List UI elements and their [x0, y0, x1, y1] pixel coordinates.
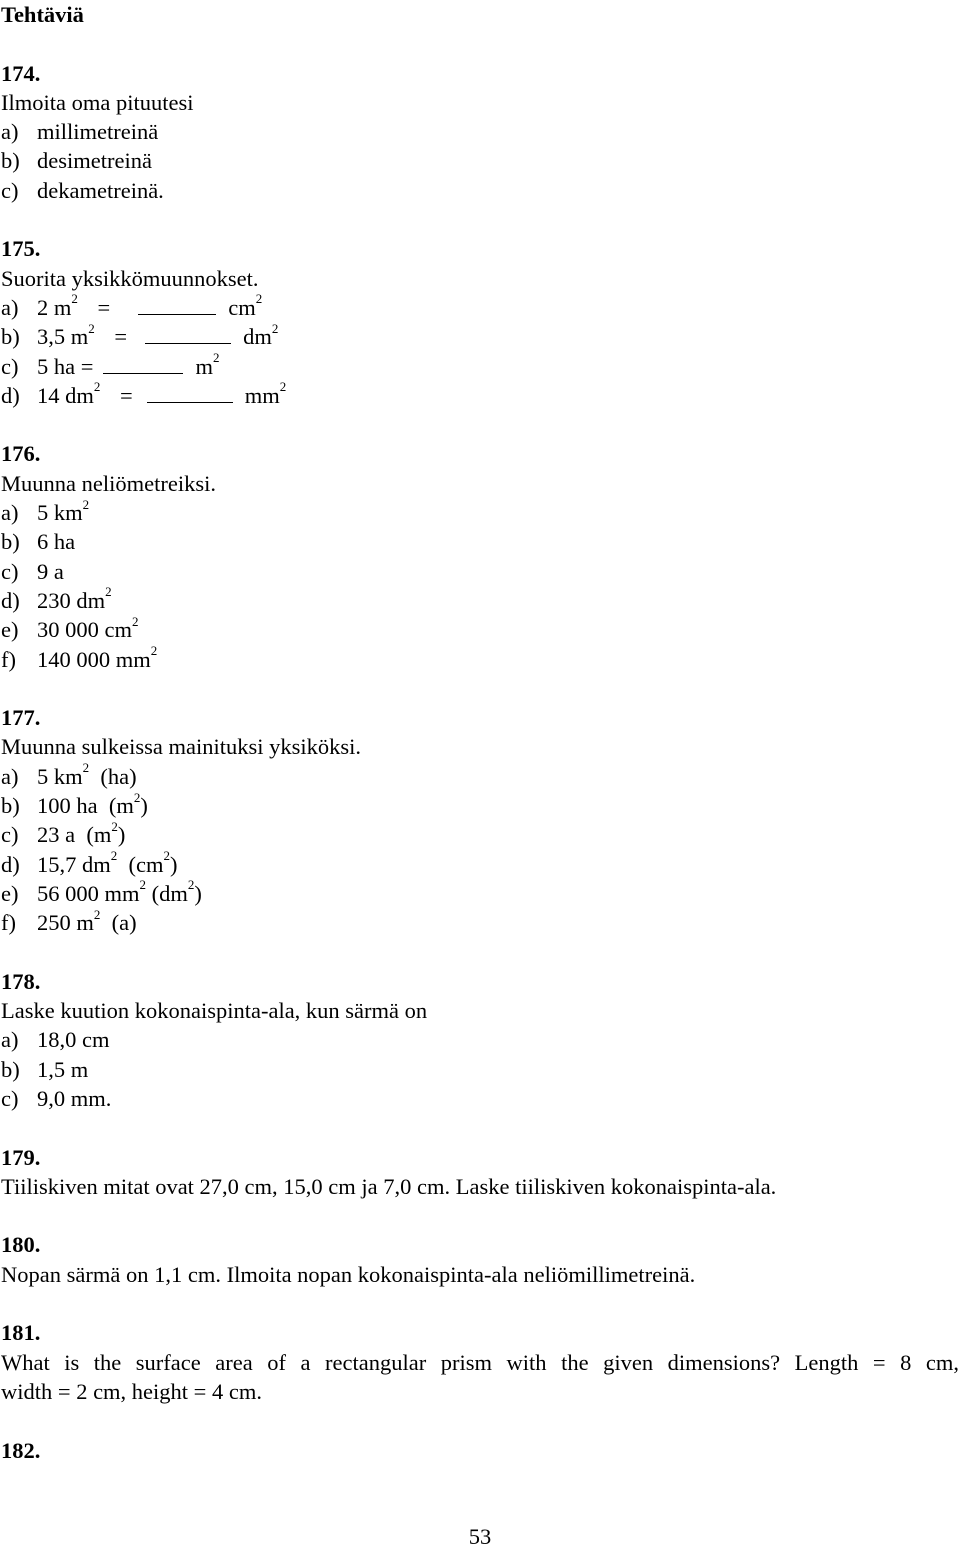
item-text: 230 dm	[37, 587, 106, 613]
target-unit: dm	[243, 324, 272, 350]
item-label: d)	[1, 382, 20, 408]
item-label: c)	[1, 177, 19, 203]
item-label: a)	[1, 1027, 19, 1053]
exponent: 2	[163, 848, 170, 864]
item-text: 6 ha	[37, 529, 76, 555]
item-label: e)	[1, 617, 19, 643]
exercise-item	[1, 322, 959, 351]
exponent: 2	[82, 760, 90, 776]
exercise-176	[1, 439, 959, 673]
item-text: 9 a	[37, 558, 64, 584]
answer-blank[interactable]	[138, 296, 216, 315]
exercise-prompt: Muunna sulkeissa mainituksi yksiköksi.	[1, 734, 361, 760]
exercise-item	[1, 791, 959, 820]
exercise-item	[1, 117, 959, 146]
exercise-178	[1, 967, 959, 1113]
item-label: b)	[1, 1056, 20, 1082]
exponent: 2	[150, 643, 158, 659]
item-value: 2 m	[37, 294, 72, 320]
exercise-item	[1, 850, 959, 879]
item-label: f)	[1, 646, 16, 672]
item-label: e)	[1, 880, 19, 906]
target-unit: (cm	[128, 851, 164, 877]
equals-sign: =	[114, 324, 128, 350]
exercise-prompt: Laske kuution kokonaispinta-ala, kun särmä on	[1, 998, 428, 1024]
exercise-number: 177.	[1, 705, 41, 731]
exercise-180	[1, 1230, 959, 1289]
target-unit-close: )	[117, 822, 126, 848]
item-value: 5 ha =	[37, 353, 94, 379]
exercise-item	[1, 762, 959, 791]
exponent: 2	[132, 613, 139, 629]
answer-blank[interactable]	[103, 355, 183, 374]
item-text: 9,0 mm.	[37, 1085, 112, 1111]
item-text: 250 m	[37, 910, 94, 936]
exercise-item	[1, 645, 959, 674]
exponent: 2	[88, 320, 95, 336]
exercise-number: 181.	[1, 1320, 41, 1346]
exercise-item	[1, 146, 959, 175]
exercise-item	[1, 527, 959, 556]
page-number: 53	[468, 1524, 492, 1549]
exercise-item	[1, 557, 959, 586]
item-text: 56 000 mm	[37, 880, 140, 906]
exercise-174	[1, 59, 959, 205]
exercise-text: Nopan särmä on 1,1 cm. Ilmoita nopan kokonaispinta-ala neliömillimetreinä.	[1, 1261, 696, 1287]
exercise-item	[1, 176, 959, 205]
exercise-text: Tiiliskiven mitat ovat 27,0 cm, 15,0 cm ja 7,0 cm. Laske tiiliskiven kokonaispinta-ala.	[1, 1173, 777, 1199]
item-label: a)	[1, 500, 19, 526]
exercise-number: 176.	[1, 441, 41, 467]
item-text: 5 km	[37, 763, 83, 789]
target-unit: (ha)	[100, 763, 137, 789]
target-unit-close: )	[194, 880, 202, 906]
item-value: 14 dm	[37, 382, 94, 408]
exercise-prompt: Suorita yksikkömuunnokset.	[1, 265, 259, 291]
exercise-item	[1, 586, 959, 615]
item-label: c)	[1, 353, 19, 379]
item-label: c)	[1, 1085, 19, 1111]
document-page	[1, 0, 959, 1465]
exercise-item	[1, 381, 959, 410]
exponent: 2	[93, 906, 101, 922]
item-text: 18,0 cm	[37, 1027, 110, 1053]
answer-blank[interactable]	[147, 384, 233, 403]
item-label: b)	[1, 148, 20, 174]
exercise-number: 180.	[1, 1232, 41, 1258]
exponent: 2	[255, 291, 263, 307]
target-unit: (m	[108, 793, 134, 819]
exponent: 2	[271, 320, 279, 336]
exponent: 2	[105, 584, 112, 600]
item-text: millimetreinä	[37, 119, 159, 145]
exercise-prompt: Muunna neliömetreiksi.	[1, 470, 216, 496]
item-label: a)	[1, 119, 19, 145]
equals-sign: =	[97, 294, 111, 320]
exercise-number: 175.	[1, 236, 41, 262]
answer-blank[interactable]	[145, 325, 231, 344]
exercise-179	[1, 1143, 959, 1202]
exercise-181	[1, 1318, 959, 1406]
exercise-item	[1, 293, 959, 322]
item-text: 23 a	[37, 822, 76, 848]
item-label: c)	[1, 558, 19, 584]
exercise-number: 182.	[1, 1437, 41, 1463]
item-label: f)	[1, 910, 16, 936]
item-text: 100 ha	[37, 793, 98, 819]
exponent: 2	[71, 291, 78, 307]
exercise-number: 174.	[1, 60, 41, 86]
target-unit: (m	[86, 822, 112, 848]
item-text: 140 000 mm	[37, 646, 151, 672]
exponent: 2	[279, 379, 287, 395]
exercise-item	[1, 498, 959, 527]
exercise-number: 179.	[1, 1144, 41, 1170]
item-text: dekametreinä.	[37, 177, 164, 203]
exponent: 2	[212, 350, 220, 366]
exercise-number: 178.	[1, 968, 41, 994]
target-unit: cm	[228, 294, 256, 320]
exercise-182	[1, 1436, 959, 1465]
item-label: c)	[1, 822, 19, 848]
exercise-item	[1, 1084, 959, 1113]
exercise-item	[1, 1025, 959, 1054]
item-label: b)	[1, 793, 20, 819]
exponent: 2	[111, 818, 118, 834]
exponent: 2	[187, 877, 195, 893]
item-label: a)	[1, 763, 19, 789]
target-unit: (a)	[111, 910, 137, 936]
exercise-item	[1, 820, 959, 849]
item-label: b)	[1, 529, 20, 555]
item-value: 3,5 m	[37, 324, 89, 350]
item-text: 5 km	[37, 500, 83, 526]
exercise-prompt: Ilmoita oma pituutesi	[1, 89, 194, 115]
exercise-text-line-1: What is the surface area of a rectangular prism with the given dimensions? Length = 8 cm,	[1, 1349, 959, 1375]
item-text: desimetreinä	[37, 148, 152, 174]
exercise-item	[1, 1055, 959, 1084]
target-unit-close: )	[140, 793, 148, 819]
section-title: Tehtäviä	[1, 2, 84, 27]
item-label: d)	[1, 587, 20, 613]
exponent: 2	[82, 496, 90, 512]
item-label: a)	[1, 294, 19, 320]
exponent: 2	[110, 848, 118, 864]
target-unit: m	[195, 353, 213, 379]
exercise-177	[1, 703, 959, 937]
target-unit-close: )	[170, 851, 178, 877]
equals-sign: =	[120, 382, 133, 408]
exercise-item	[1, 908, 959, 937]
exercise-text-line-2: width = 2 cm, height = 4 cm.	[1, 1378, 262, 1404]
target-unit: (dm	[151, 880, 188, 906]
exponent: 2	[139, 877, 147, 893]
exercise-item	[1, 615, 959, 644]
exponent: 2	[93, 379, 101, 395]
target-unit: mm	[244, 382, 280, 408]
item-text: 30 000 cm	[37, 617, 132, 643]
item-text: 1,5 m	[37, 1056, 89, 1082]
exercise-175	[1, 234, 959, 410]
item-label: b)	[1, 324, 20, 350]
exercise-item	[1, 879, 959, 908]
item-text: 15,7 dm	[37, 851, 111, 877]
exponent: 2	[133, 789, 141, 805]
item-label: d)	[1, 851, 20, 877]
exercise-item	[1, 352, 959, 381]
